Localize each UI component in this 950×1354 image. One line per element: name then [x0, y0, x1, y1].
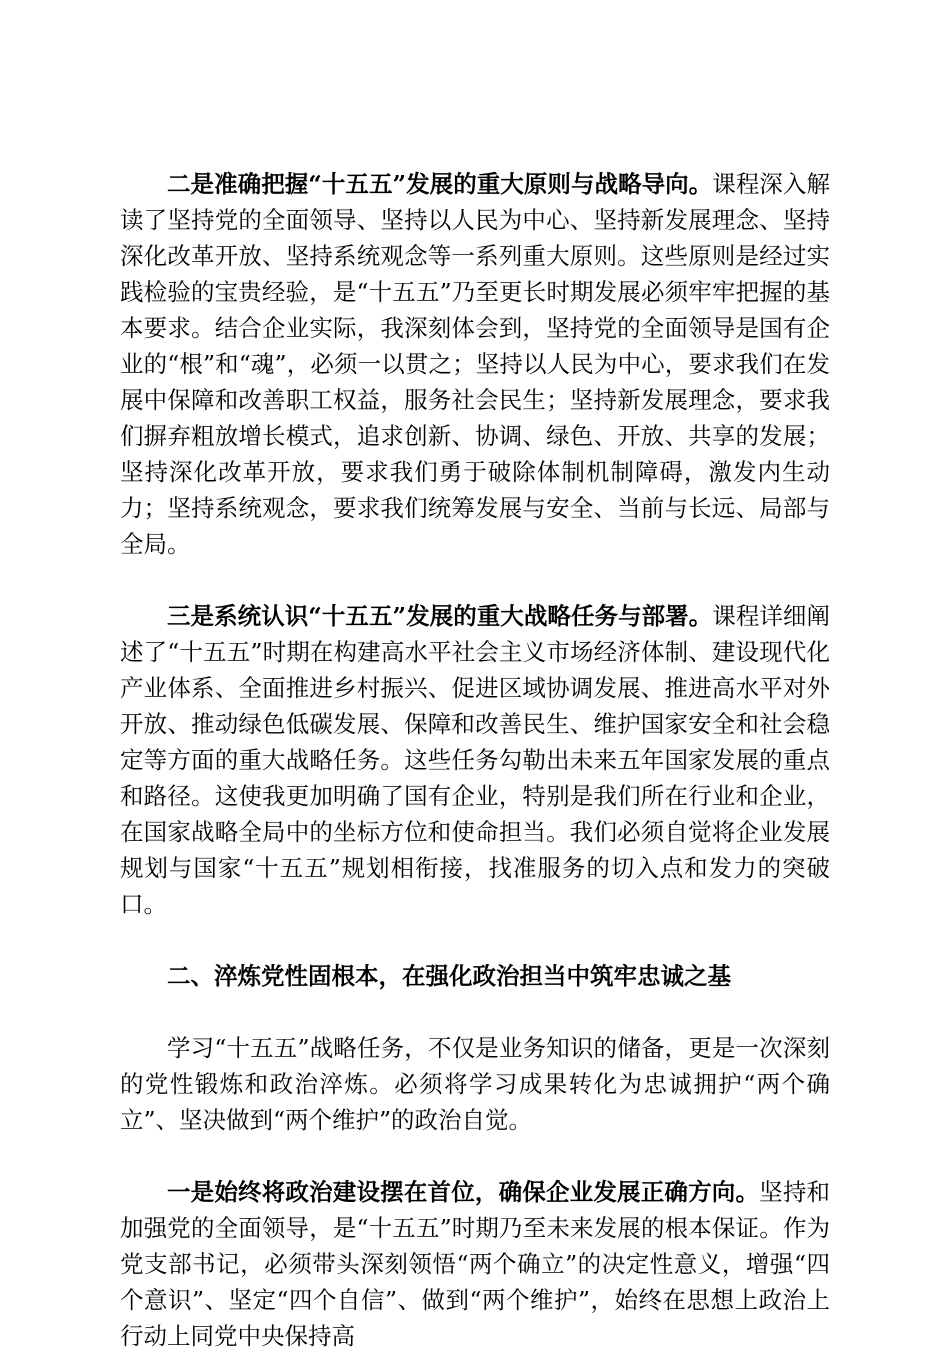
- paragraph-political-construction: [120, 1174, 830, 1354]
- paragraph-lead: 三是系统认识“十五五”发展的重大战略任务与部署。: [167, 602, 713, 630]
- paragraph-tasks: [120, 598, 830, 922]
- section-intro: 学习“十五五”战略任务，不仅是业务知识的储备，更是一次深刻的党性锻炼和政治淬炼。必须将学习成果转化为忠诚拥护“两个确立”、坚决做到“两个维护”的政治自觉。: [120, 1034, 830, 1134]
- section-heading: 二、淬炼党性固根本，在强化政治担当中筑牢忠诚之基: [167, 962, 731, 990]
- paragraph-text: 课程详细阐述了“十五五”时期在构建高水平社会主义市场经济体制、建设现代化产业体系、全面推进乡村振兴、促进区域协调发展、推进高水平对外开放、推动绿色低碳发展、保障和改善民生、维护国家安全和社会稳定等方面的重大战略任务。这些任务勾勒出未来五年国家发展的重点和路径。这使我更加明确了国有企业，特别是我们所在行业和企业，在国家战略全局中的坐标方位和使命担当。我们必须自觉将企业发展规划与国家“十五五”规划相衔接，找准服务的切入点和发力的突破口。: [120, 602, 830, 918]
- paragraph-principles: [120, 166, 830, 562]
- paragraph-text: 课程深入解读了坚持党的全面领导、坚持以人民为中心、坚持新发展理念、坚持深化改革开放、坚持系统观念等一系列重大原则。这些原则是经过实践检验的宝贵经验，是“十五五”乃至更长时期发展必须牢牢把握的基本要求。结合企业实际，我深刻体会到，坚持党的全面领导是国有企业的“根”和“魂”，必须一以贯之；坚持以人民为中心，要求我们在发展中保障和改善职工权益，服务社会民生；坚持新发展理念，要求我们摒弃粗放增长模式，追求创新、协调、绿色、开放、共享的发展；坚持深化改革开放，要求我们勇于破除体制机制障碍，激发内生动力；坚持系统观念，要求我们统筹发展与安全、当前与长远、局部与全局。: [120, 170, 830, 558]
- paragraph-text: 坚持和加强党的全面领导，是“十五五”时期乃至未来发展的根本保证。作为党支部书记，必须带头深刻领悟“两个确立”的决定性意义，增强“四个意识”、坚定“四个自信”、做到“两个维护”，始终在思想上政治上行动上同党中央保持高: [120, 1178, 831, 1350]
- paragraph-lead: 一是始终将政治建设摆在首位，确保企业发展正确方向。: [167, 1178, 760, 1206]
- document-body: [120, 166, 830, 1354]
- paragraph-lead: 二是准确把握“十五五”发展的重大原则与战略导向。: [167, 170, 713, 198]
